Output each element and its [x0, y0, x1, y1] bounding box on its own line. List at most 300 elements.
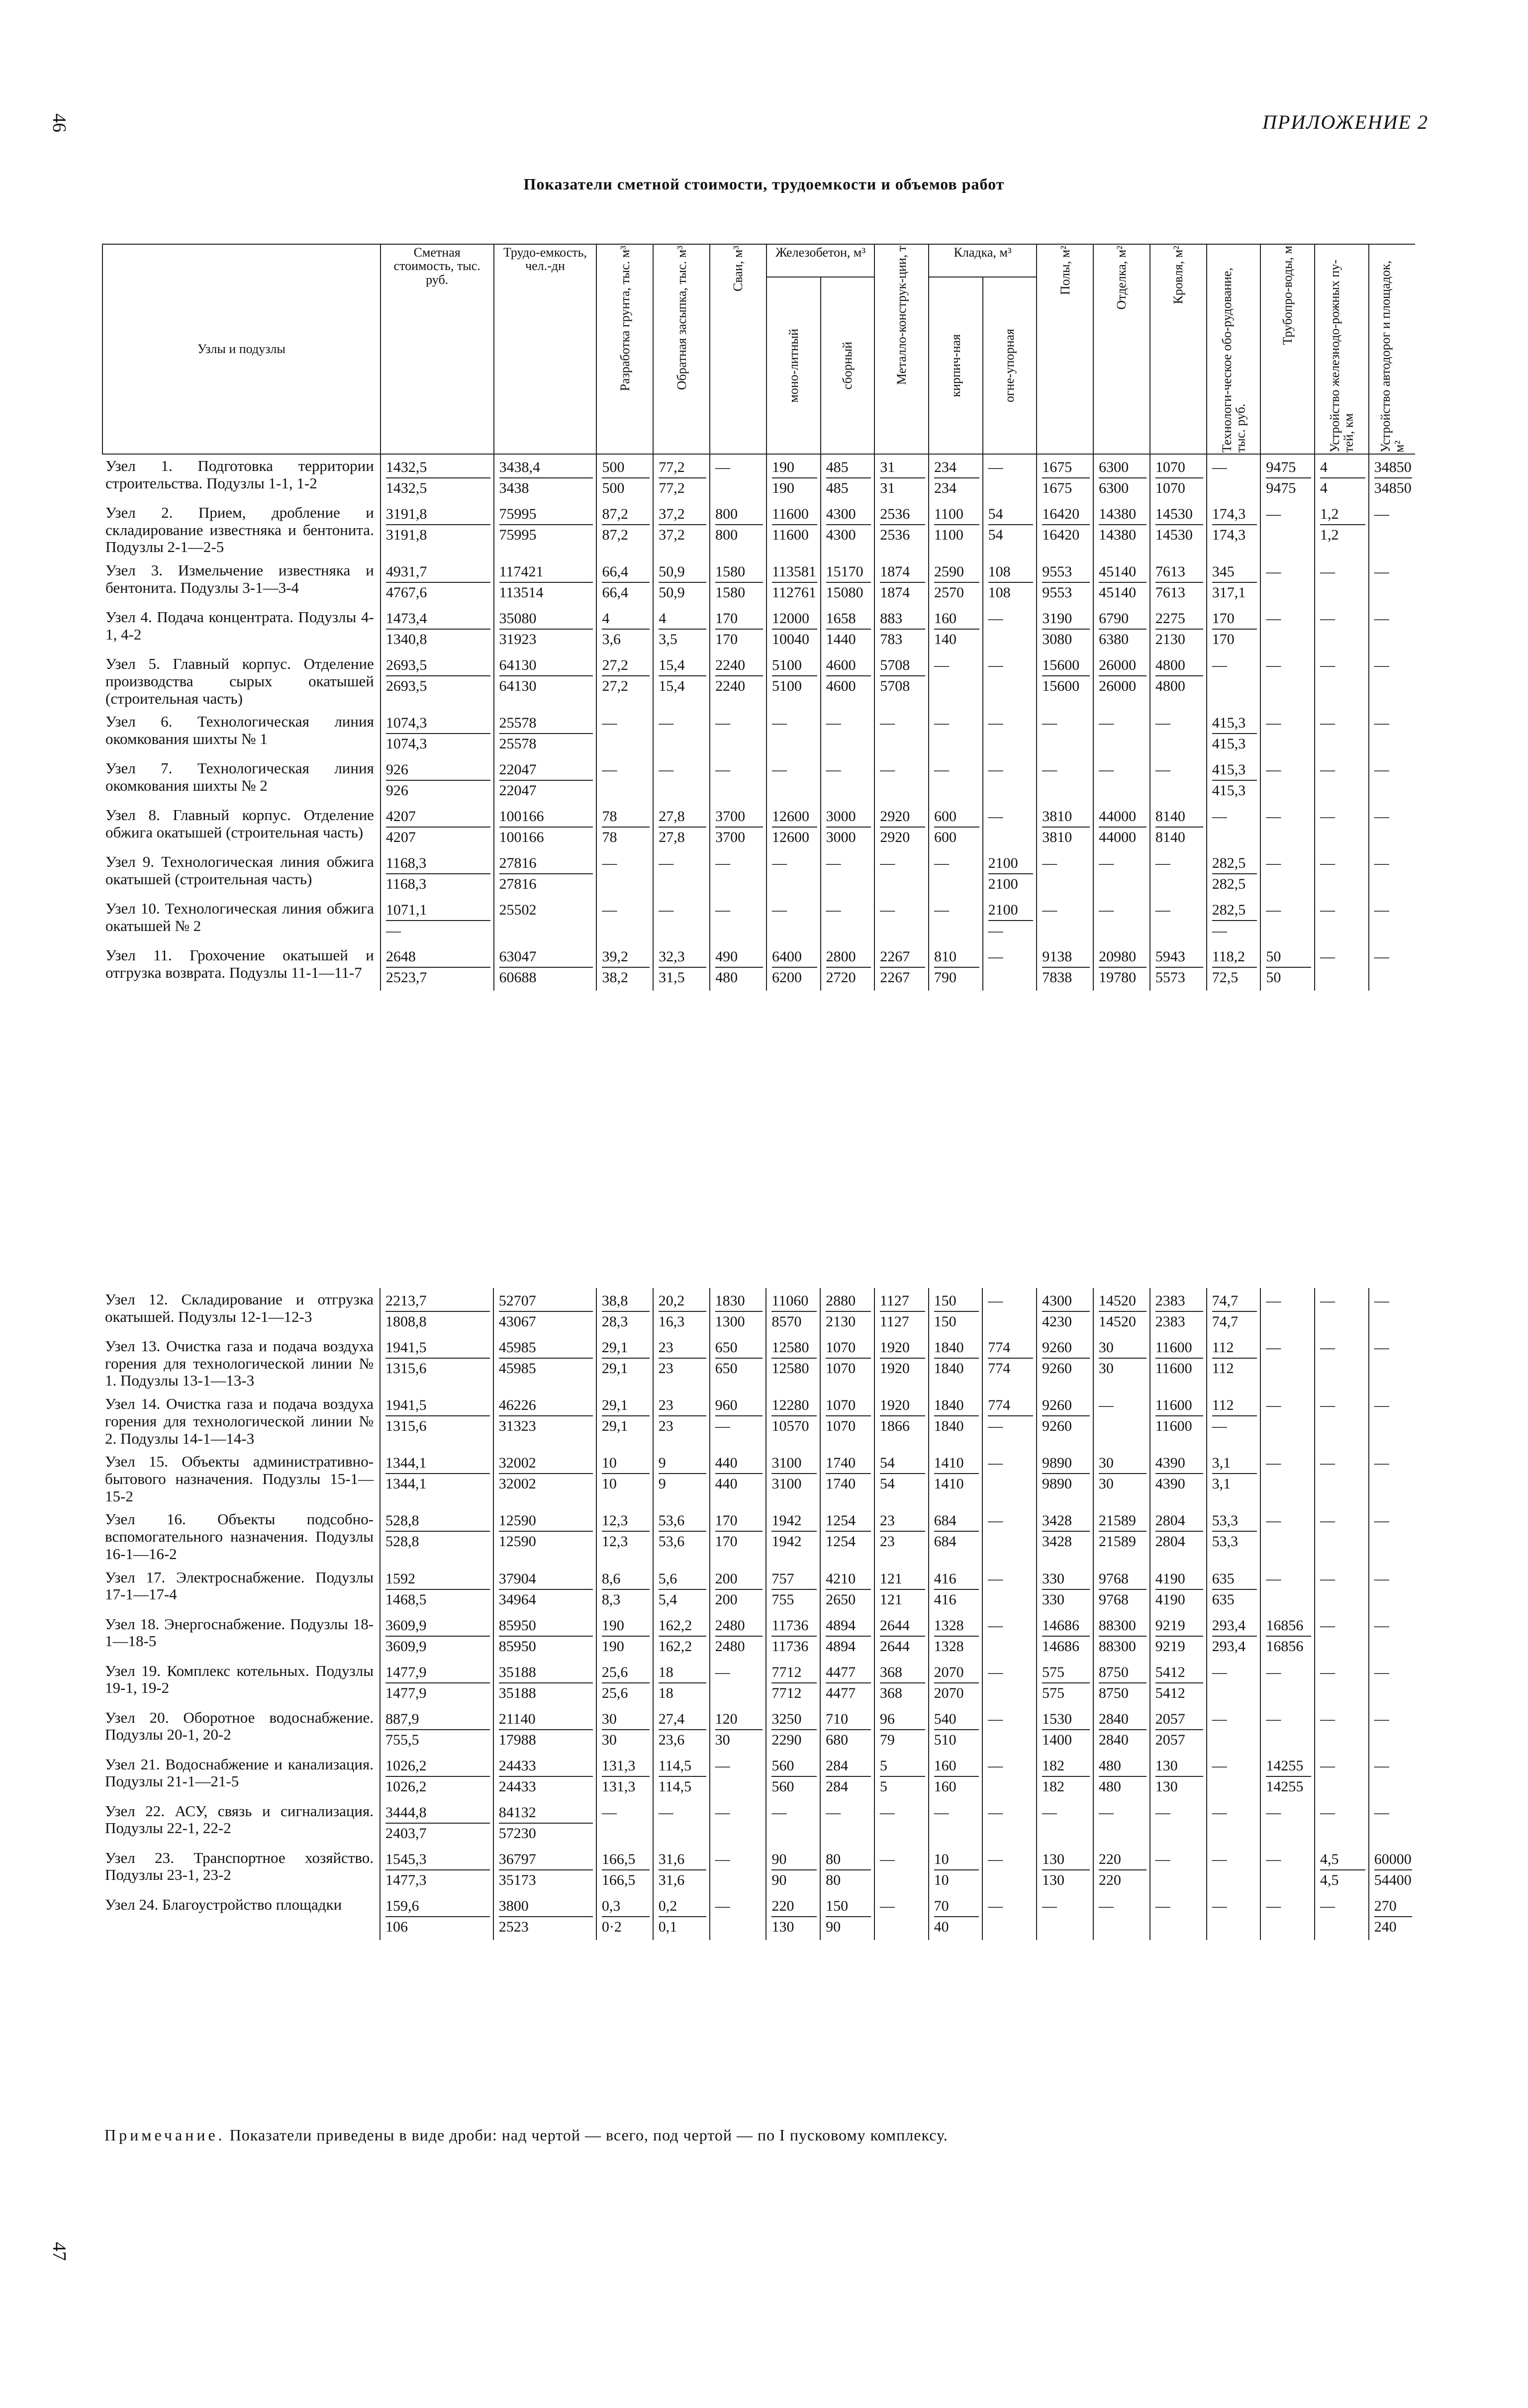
value-cell	[1150, 1893, 1207, 1940]
value-first-stage: 10	[934, 1871, 949, 1888]
value-total: 25502	[499, 902, 537, 919]
value-first-stage: 112	[1212, 1360, 1234, 1377]
header-masonry-group: Кладка, м³	[929, 244, 1037, 277]
table-row	[102, 850, 1415, 897]
value-cell	[1150, 804, 1207, 850]
value-total: 2644	[880, 1616, 925, 1637]
value-total: 12590	[499, 1511, 593, 1532]
value-cell	[821, 606, 875, 652]
value-cell	[1315, 1613, 1369, 1660]
value-first-stage	[826, 920, 871, 940]
value-total: 1070	[826, 1338, 871, 1359]
value-total: 7613	[1155, 562, 1203, 583]
value-cell	[653, 606, 710, 652]
value-first-stage: 1468,5	[385, 1591, 427, 1608]
value-first-stage: 50,9	[659, 584, 685, 601]
value-cell	[380, 1893, 493, 1940]
value-first-stage: 234	[934, 480, 956, 496]
value-total: —	[659, 855, 674, 872]
value-total: 774	[988, 1338, 1033, 1359]
value-first-stage: 2650	[826, 1591, 856, 1608]
value-total: —	[1374, 1570, 1389, 1587]
value-total: 3810	[1042, 807, 1090, 828]
value-cell	[1260, 559, 1315, 606]
value-total: —	[715, 1851, 730, 1867]
value-cell	[1260, 1800, 1315, 1847]
value-total: 44000	[1099, 807, 1146, 828]
value-total: 60000	[1374, 1850, 1412, 1870]
value-cell	[380, 1566, 493, 1613]
value-cell	[1207, 850, 1261, 897]
value-first-stage	[1155, 1823, 1203, 1843]
value-total: —	[1320, 1617, 1336, 1634]
value-total: —	[1374, 1339, 1389, 1356]
value-cell	[929, 804, 983, 850]
value-cell	[1093, 1335, 1150, 1392]
value-cell	[766, 1753, 820, 1800]
value-cell	[766, 1566, 820, 1613]
value-first-stage: 35173	[498, 1871, 536, 1888]
value-cell	[1315, 454, 1369, 501]
value-total: 63047	[499, 947, 593, 968]
value-total: 1254	[826, 1511, 871, 1532]
value-first-stage: 38,2	[602, 969, 628, 986]
value-first-stage: 170	[715, 1533, 738, 1550]
value-total: —	[988, 1455, 1003, 1472]
value-cell	[1150, 850, 1207, 897]
value-total: 4	[1320, 458, 1365, 478]
value-total: 121	[880, 1569, 925, 1590]
value-cell	[874, 454, 929, 501]
header-finishing: Отделка, м²	[1114, 246, 1129, 310]
value-first-stage: 108	[988, 584, 1011, 601]
value-total: 650	[715, 1338, 763, 1359]
value-cell	[874, 944, 929, 991]
value-first-stage: 3609,9	[385, 1638, 427, 1655]
value-cell	[1037, 1706, 1093, 1753]
value-cell	[1150, 710, 1207, 757]
value-first-stage: 16,3	[658, 1313, 685, 1330]
value-total: —	[934, 761, 949, 778]
value-first-stage: 53,3	[1212, 1533, 1239, 1550]
value-first-stage: 240	[1374, 1918, 1397, 1935]
value-cell	[874, 1450, 929, 1508]
value-total: —	[1266, 506, 1281, 522]
value-first-stage: 1840	[934, 1418, 964, 1435]
value-cell	[1150, 1508, 1207, 1566]
value-total: 29,1	[602, 1338, 650, 1359]
value-total: —	[988, 1664, 1003, 1680]
value-first-stage	[1320, 733, 1365, 753]
value-first-stage	[1042, 1916, 1090, 1936]
value-first-stage	[988, 675, 1034, 695]
table-row	[102, 454, 1415, 501]
value-total: 774	[988, 1395, 1033, 1416]
value-cell	[983, 804, 1037, 850]
value-total: —	[1266, 563, 1281, 580]
value-total: —	[1266, 1397, 1281, 1414]
value-total: 2840	[1099, 1709, 1146, 1730]
value-first-stage	[1266, 675, 1311, 695]
value-total: 112	[1212, 1338, 1257, 1359]
value-total: —	[1374, 1617, 1389, 1634]
value-total: 11600	[1155, 1338, 1203, 1359]
value-total: 330	[1042, 1569, 1090, 1590]
value-first-stage: 60688	[499, 969, 537, 986]
value-cell	[983, 559, 1037, 606]
value-cell	[381, 559, 494, 606]
value-cell	[929, 850, 983, 897]
value-first-stage: 9553	[1042, 584, 1072, 601]
value-first-stage	[1374, 1531, 1412, 1551]
value-total: 2480	[715, 1616, 763, 1637]
value-first-stage: 131,3	[601, 1778, 636, 1795]
value-cell	[874, 710, 929, 757]
value-cell	[1369, 1450, 1415, 1508]
value-cell	[766, 1508, 820, 1566]
value-cell	[929, 1613, 983, 1660]
value-cell	[1260, 1335, 1315, 1392]
value-total: 66,4	[602, 562, 650, 583]
value-total: 12580	[771, 1338, 817, 1359]
value-cell	[983, 897, 1037, 944]
value-first-stage: 2130	[1155, 631, 1185, 648]
value-total: 2240	[715, 655, 763, 676]
value-cell	[1037, 1392, 1093, 1450]
value-cell	[1037, 1753, 1093, 1800]
value-cell	[380, 1660, 493, 1706]
value-first-stage: 14380	[1099, 527, 1137, 543]
value-total: —	[988, 459, 1003, 475]
value-cell	[1037, 1335, 1093, 1392]
value-cell	[493, 1893, 596, 1940]
value-total: —	[1374, 610, 1389, 627]
value-cell	[1093, 1566, 1150, 1613]
value-cell	[820, 1450, 874, 1508]
value-cell	[982, 1392, 1037, 1450]
value-first-stage: 3100	[771, 1476, 802, 1492]
value-first-stage: 2057	[1155, 1731, 1185, 1748]
value-first-stage: 1808,8	[385, 1313, 427, 1330]
value-total: —	[1212, 1664, 1227, 1680]
value-total: —	[1266, 1851, 1281, 1867]
value-first-stage: 54	[988, 527, 1003, 543]
value-cell	[653, 944, 710, 991]
value-first-stage	[826, 873, 871, 893]
value-first-stage: 12,3	[601, 1533, 628, 1550]
value-first-stage	[1155, 733, 1203, 753]
value-cell	[710, 559, 766, 606]
value-first-stage	[1320, 1358, 1365, 1378]
value-first-stage: 330	[1042, 1591, 1064, 1608]
value-total: 27,8	[659, 807, 706, 828]
value-cell	[982, 1847, 1037, 1893]
value-first-stage: 114,5	[658, 1778, 692, 1795]
value-first-stage: 27,2	[602, 678, 628, 695]
value-total: 4390	[1155, 1453, 1203, 1474]
value-first-stage	[1320, 1682, 1365, 1702]
value-total: 6790	[1099, 609, 1146, 630]
value-total: 1344,1	[385, 1453, 490, 1474]
value-cell	[874, 1847, 929, 1893]
table-row	[102, 1566, 1415, 1613]
value-first-stage: 2570	[934, 584, 964, 601]
value-first-stage: 29,1	[601, 1418, 628, 1435]
value-cell	[1369, 944, 1415, 991]
value-total: 117421	[499, 562, 593, 583]
value-first-stage: 9219	[1155, 1638, 1185, 1655]
value-first-stage	[1320, 1531, 1365, 1551]
value-cell	[1093, 1800, 1150, 1847]
value-first-stage: 8140	[1155, 829, 1185, 846]
value-cell	[1369, 897, 1415, 944]
value-cell	[1150, 1566, 1207, 1613]
value-total: 9553	[1042, 562, 1090, 583]
value-total: —	[1374, 1293, 1389, 1309]
value-total: 170	[715, 609, 763, 630]
value-first-stage	[1212, 477, 1257, 497]
value-total: —	[988, 657, 1003, 674]
value-cell	[929, 757, 983, 804]
value-total: —	[1266, 1293, 1281, 1309]
value-cell	[1037, 606, 1093, 652]
value-first-stage	[1374, 582, 1412, 602]
value-first-stage	[715, 1682, 763, 1702]
value-cell	[874, 1893, 929, 1940]
value-total: —	[1099, 855, 1114, 872]
value-first-stage	[715, 920, 763, 940]
value-cell	[494, 606, 597, 652]
value-first-stage: 5412	[1155, 1684, 1185, 1701]
value-cell	[1369, 1288, 1415, 1335]
value-first-stage: 121	[879, 1591, 902, 1608]
value-first-stage	[1374, 920, 1412, 940]
value-cell	[1093, 1392, 1150, 1450]
value-total: —	[879, 1897, 895, 1914]
value-first-stage: —	[988, 1418, 1003, 1435]
value-first-stage	[771, 1823, 817, 1843]
value-cell	[596, 710, 653, 757]
value-cell	[1093, 897, 1150, 944]
value-cell	[381, 757, 494, 804]
value-first-stage: 5	[879, 1778, 887, 1795]
value-first-stage: 600	[934, 829, 956, 846]
value-first-stage	[1374, 1636, 1412, 1656]
value-first-stage: 12580	[771, 1360, 809, 1377]
value-first-stage: 1344,1	[385, 1476, 427, 1492]
value-total: —	[1155, 1897, 1170, 1914]
value-first-stage: 7838	[1042, 969, 1072, 986]
value-cell	[710, 1335, 766, 1392]
value-cell	[1093, 1288, 1150, 1335]
node-name: Узел 6. Технологическая линия окомкования шихты № 1	[105, 713, 374, 748]
value-cell	[1150, 1660, 1207, 1706]
value-first-stage: 4894	[826, 1638, 856, 1655]
value-cell	[1260, 1613, 1315, 1660]
value-total: 4210	[826, 1569, 871, 1590]
value-first-stage: 4600	[826, 678, 856, 695]
value-cell	[380, 1335, 493, 1392]
value-cell	[1207, 606, 1261, 652]
value-total: 1740	[826, 1453, 871, 1474]
value-cell	[929, 559, 983, 606]
value-cell	[596, 897, 653, 944]
value-total: 50	[1266, 947, 1311, 968]
value-first-stage	[934, 780, 979, 800]
value-total: —	[1374, 855, 1389, 872]
value-first-stage: 11736	[771, 1638, 809, 1655]
value-first-stage: 87,2	[602, 527, 628, 543]
value-cell	[766, 1288, 820, 1335]
value-cell	[1207, 1392, 1261, 1450]
value-first-stage: 1740	[826, 1476, 856, 1492]
value-first-stage: 90	[771, 1871, 787, 1888]
value-first-stage: 23	[879, 1533, 895, 1550]
value-cell	[710, 1660, 766, 1706]
value-first-stage: 1074,3	[385, 736, 427, 752]
value-total: 3444,8	[385, 1803, 490, 1824]
value-cell	[929, 1288, 983, 1335]
value-total: 1830	[715, 1291, 763, 1312]
value-first-stage	[826, 733, 871, 753]
value-cell	[1260, 1392, 1315, 1450]
value-cell	[1207, 710, 1261, 757]
value-total: 500	[602, 458, 650, 478]
value-cell	[380, 1288, 493, 1335]
value-total: 1168,3	[386, 853, 490, 874]
value-total: —	[1155, 855, 1170, 872]
value-cell	[929, 897, 983, 944]
value-cell	[710, 1566, 766, 1613]
value-first-stage: —	[988, 923, 1003, 939]
value-total: 27,4	[659, 1709, 706, 1730]
value-first-stage: —	[385, 923, 401, 939]
value-total: —	[934, 657, 949, 674]
value-first-stage: 3700	[715, 829, 746, 846]
value-cell	[1369, 1800, 1415, 1847]
value-cell	[493, 1706, 596, 1753]
value-total: 1920	[880, 1338, 925, 1359]
value-first-stage: 14530	[1155, 527, 1193, 543]
value-first-stage: 37,2	[659, 527, 685, 543]
value-cell	[1150, 1800, 1207, 1847]
value-total: —	[988, 610, 1003, 627]
value-total: —	[715, 761, 731, 778]
value-total: 10	[602, 1453, 650, 1474]
value-cell	[1369, 454, 1415, 501]
value-cell	[874, 606, 929, 652]
value-cell	[1207, 501, 1261, 559]
value-cell	[494, 652, 597, 710]
value-cell	[1207, 1613, 1261, 1660]
value-total: 15,4	[659, 655, 706, 676]
value-first-stage	[1266, 1531, 1311, 1551]
value-total: 1070	[826, 1395, 871, 1416]
value-first-stage: 140	[934, 631, 956, 648]
value-first-stage: 2240	[715, 678, 746, 695]
value-first-stage: 1840	[934, 1360, 964, 1377]
value-total: 31	[880, 458, 925, 478]
value-cell	[1207, 1753, 1261, 1800]
value-first-stage: 23	[658, 1418, 673, 1435]
value-first-stage: 2290	[771, 1731, 802, 1748]
value-total: —	[1374, 808, 1389, 825]
value-first-stage: 11600	[1155, 1360, 1192, 1377]
value-first-stage: 170	[715, 631, 738, 648]
value-cell	[821, 710, 875, 757]
value-first-stage	[1320, 1729, 1365, 1749]
value-total: —	[1320, 1664, 1336, 1680]
value-first-stage	[772, 733, 817, 753]
value-cell	[1315, 1566, 1369, 1613]
value-cell	[1260, 1450, 1315, 1508]
value-cell	[1315, 850, 1369, 897]
value-total: 20,2	[659, 1291, 706, 1312]
value-total: 2275	[1155, 609, 1203, 630]
value-total: —	[826, 902, 841, 919]
header-roofing: Кровля, м²	[1171, 246, 1186, 304]
value-first-stage	[934, 675, 979, 695]
value-total: 757	[771, 1569, 817, 1590]
value-cell	[1315, 1288, 1369, 1335]
value-cell	[653, 1613, 710, 1660]
table-row	[102, 501, 1415, 559]
value-total: 160	[934, 609, 979, 630]
value-total: —	[1374, 902, 1389, 919]
table-row	[102, 1706, 1415, 1753]
value-cell	[653, 1566, 710, 1613]
value-cell	[596, 757, 653, 804]
value-cell	[1150, 1613, 1207, 1660]
value-cell	[821, 757, 875, 804]
value-total: 87,2	[602, 504, 650, 525]
value-total: 2100	[988, 900, 1034, 921]
value-cell	[380, 1450, 493, 1508]
node-name: Узел 22. АСУ, связь и сигнализация. Подузлы 22-1, 22-2	[105, 1802, 374, 1837]
value-total: —	[1042, 1804, 1057, 1821]
value-cell	[1037, 1566, 1093, 1613]
value-total: 90	[771, 1850, 817, 1870]
value-total: —	[1320, 1897, 1336, 1914]
value-total: 1530	[1042, 1709, 1090, 1730]
value-cell	[1037, 454, 1093, 501]
value-first-stage: 774	[988, 1360, 1011, 1377]
value-first-stage: 4390	[1155, 1476, 1185, 1492]
value-total: 38,8	[602, 1291, 650, 1312]
value-cell	[653, 804, 710, 850]
value-total: 528,8	[385, 1511, 490, 1532]
value-total: 3100	[771, 1453, 817, 1474]
node-name: Узел 18. Энергоснабжение. Подузлы 18-1—18-5	[105, 1615, 374, 1650]
value-first-stage: 5,4	[658, 1591, 677, 1608]
value-cell	[1260, 1893, 1315, 1940]
value-total: —	[1266, 1710, 1281, 1727]
value-first-stage: 88300	[1098, 1638, 1136, 1655]
value-cell	[1260, 710, 1315, 757]
value-first-stage: 11600	[771, 527, 809, 543]
value-cell	[1150, 454, 1207, 501]
value-cell	[1369, 1392, 1415, 1450]
value-total: 710	[826, 1709, 871, 1730]
value-cell	[1315, 652, 1369, 710]
value-total: 4600	[826, 655, 871, 676]
table-row	[102, 606, 1415, 652]
value-first-stage: 1070	[1155, 480, 1185, 496]
value-cell	[766, 559, 821, 606]
header-floors: Полы, м²	[1057, 246, 1072, 295]
value-total: 190	[602, 1616, 650, 1637]
value-first-stage: 2130	[826, 1313, 856, 1330]
